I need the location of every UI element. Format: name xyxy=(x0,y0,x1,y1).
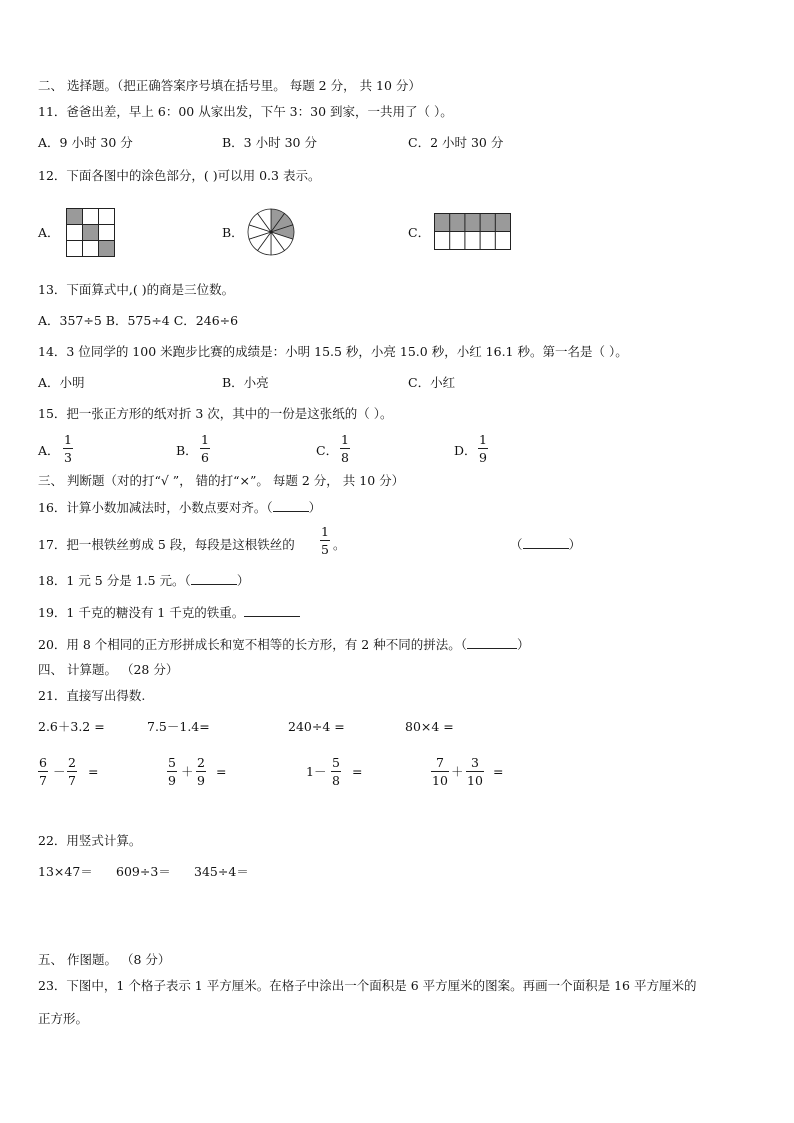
q15-option-a: A． xyxy=(38,443,60,458)
question-12: 12．下面各图中的涂色部分，( )可以用 0.3 表示。 xyxy=(38,168,321,183)
operator: ＋ xyxy=(451,764,464,779)
q22-expr-3: 345÷4＝ xyxy=(194,864,249,879)
section-5-heading: 五、 作图题。 （8 分） xyxy=(38,952,171,967)
question-18: 18．1 元 5 分是 1.5 元。（ ） xyxy=(38,573,250,588)
section-4-heading: 四、 计算题。 （28 分） xyxy=(38,662,179,677)
whole-minus: 1－ xyxy=(306,764,327,779)
q12-option-b: B． xyxy=(222,225,244,240)
section-3-heading: 三、 判断题（对的打“√ ”， 错的打“×”。 每题 2 分， 共 10 分） xyxy=(38,473,405,488)
q15-option-d: D． xyxy=(454,443,477,458)
question-22: 22．用竖式计算。 xyxy=(38,833,142,848)
q15-option-b: B． xyxy=(176,443,198,458)
question-17: 17．把一根铁丝剪成 5 段，每段是这根铁丝的 xyxy=(38,537,295,552)
question-11: 11．爸爸出差，早上 6：00 从家出发，下午 3：30 到家，一共用了（ ）。 xyxy=(38,104,453,119)
q12-figure-a-grid xyxy=(66,208,116,258)
question-23-line-2: 正方形。 xyxy=(38,1011,89,1026)
q12-figure-b-circle xyxy=(246,207,296,257)
q12-option-c: C． xyxy=(408,225,431,240)
question-13: 13．下面算式中,( )的商是三位数。 xyxy=(38,282,235,297)
fraction: 3 10 xyxy=(467,755,483,788)
fraction: 6 7 xyxy=(39,755,47,788)
q21-expr-3: 240÷4 = xyxy=(288,719,345,734)
q21-expr-2: 7.5－1.4= xyxy=(147,719,210,734)
q14-option-a: A．小明 xyxy=(38,375,85,390)
equals: = xyxy=(352,764,363,779)
fraction: 5 9 xyxy=(168,755,176,788)
q13-options: A．357÷5 B．575÷4 C．246÷6 xyxy=(38,313,239,328)
q22-expr-1: 13×47＝ xyxy=(38,864,93,879)
q15-fraction-b: 1 6 xyxy=(201,432,209,465)
q15-fraction-d: 1 9 xyxy=(479,432,487,465)
q14-option-c: C．小红 xyxy=(408,375,456,390)
question-23-line-1: 23．下图中，1 个格子表示 1 平方厘米。在格子中涂出一个面积是 6 平方厘米的图案。再画一个面积是 16 平方厘米的 xyxy=(38,978,697,993)
question-19: 19．1 千克的糖没有 1 千克的铁重。 xyxy=(38,605,300,621)
q21-expr-1: 2.6＋3.2 = xyxy=(38,719,105,734)
fraction: 5 8 xyxy=(332,755,340,788)
q21-expr-4: 80×4 = xyxy=(405,719,454,734)
operator: － xyxy=(53,764,66,779)
section-2-heading: 二、 选择题。（把正确答案序号填在括号里。 每题 2 分， 共 10 分） xyxy=(38,78,421,93)
equals: = xyxy=(88,764,99,779)
q15-fraction-a: 1 3 xyxy=(64,432,72,465)
q11-option-a: A．9 小时 30 分 xyxy=(38,135,133,150)
q22-expr-2: 609÷3＝ xyxy=(116,864,171,879)
q12-option-a: A． xyxy=(38,225,60,240)
fraction: 2 9 xyxy=(197,755,205,788)
fraction: 2 7 xyxy=(68,755,76,788)
q11-option-b: B．3 小时 30 分 xyxy=(222,135,317,150)
operator: ＋ xyxy=(181,764,194,779)
q11-option-c: C．2 小时 30 分 xyxy=(408,135,504,150)
q17-answer-blank: （ ） xyxy=(510,537,582,552)
q15-option-c: C． xyxy=(316,443,339,458)
question-20: 20．用 8 个相同的正方形拼成长和宽不相等的长方形，有 2 种不同的拼法。（ ） xyxy=(38,637,530,652)
question-14: 14．3 位同学的 100 米跑步比赛的成绩是：小明 15.5 秒，小亮 15.0 秒，小红 16.1 秒。第一名是（ ）。 xyxy=(38,344,628,359)
fraction: 7 10 xyxy=(432,755,448,788)
equals: = xyxy=(216,764,227,779)
q12-figure-c-strip xyxy=(434,213,512,251)
q17-period: 。 xyxy=(333,537,346,552)
equals: = xyxy=(493,764,504,779)
q15-fraction-c: 1 8 xyxy=(341,432,349,465)
q14-option-b: B．小亮 xyxy=(222,375,269,390)
question-16: 16．计算小数加减法时，小数点要对齐。（ ） xyxy=(38,500,322,515)
question-15: 15．把一张正方形的纸对折 3 次，其中的一份是这张纸的（ ）。 xyxy=(38,406,393,421)
question-21: 21．直接写出得数. xyxy=(38,688,146,703)
q17-fraction: 1 5 xyxy=(321,524,329,557)
